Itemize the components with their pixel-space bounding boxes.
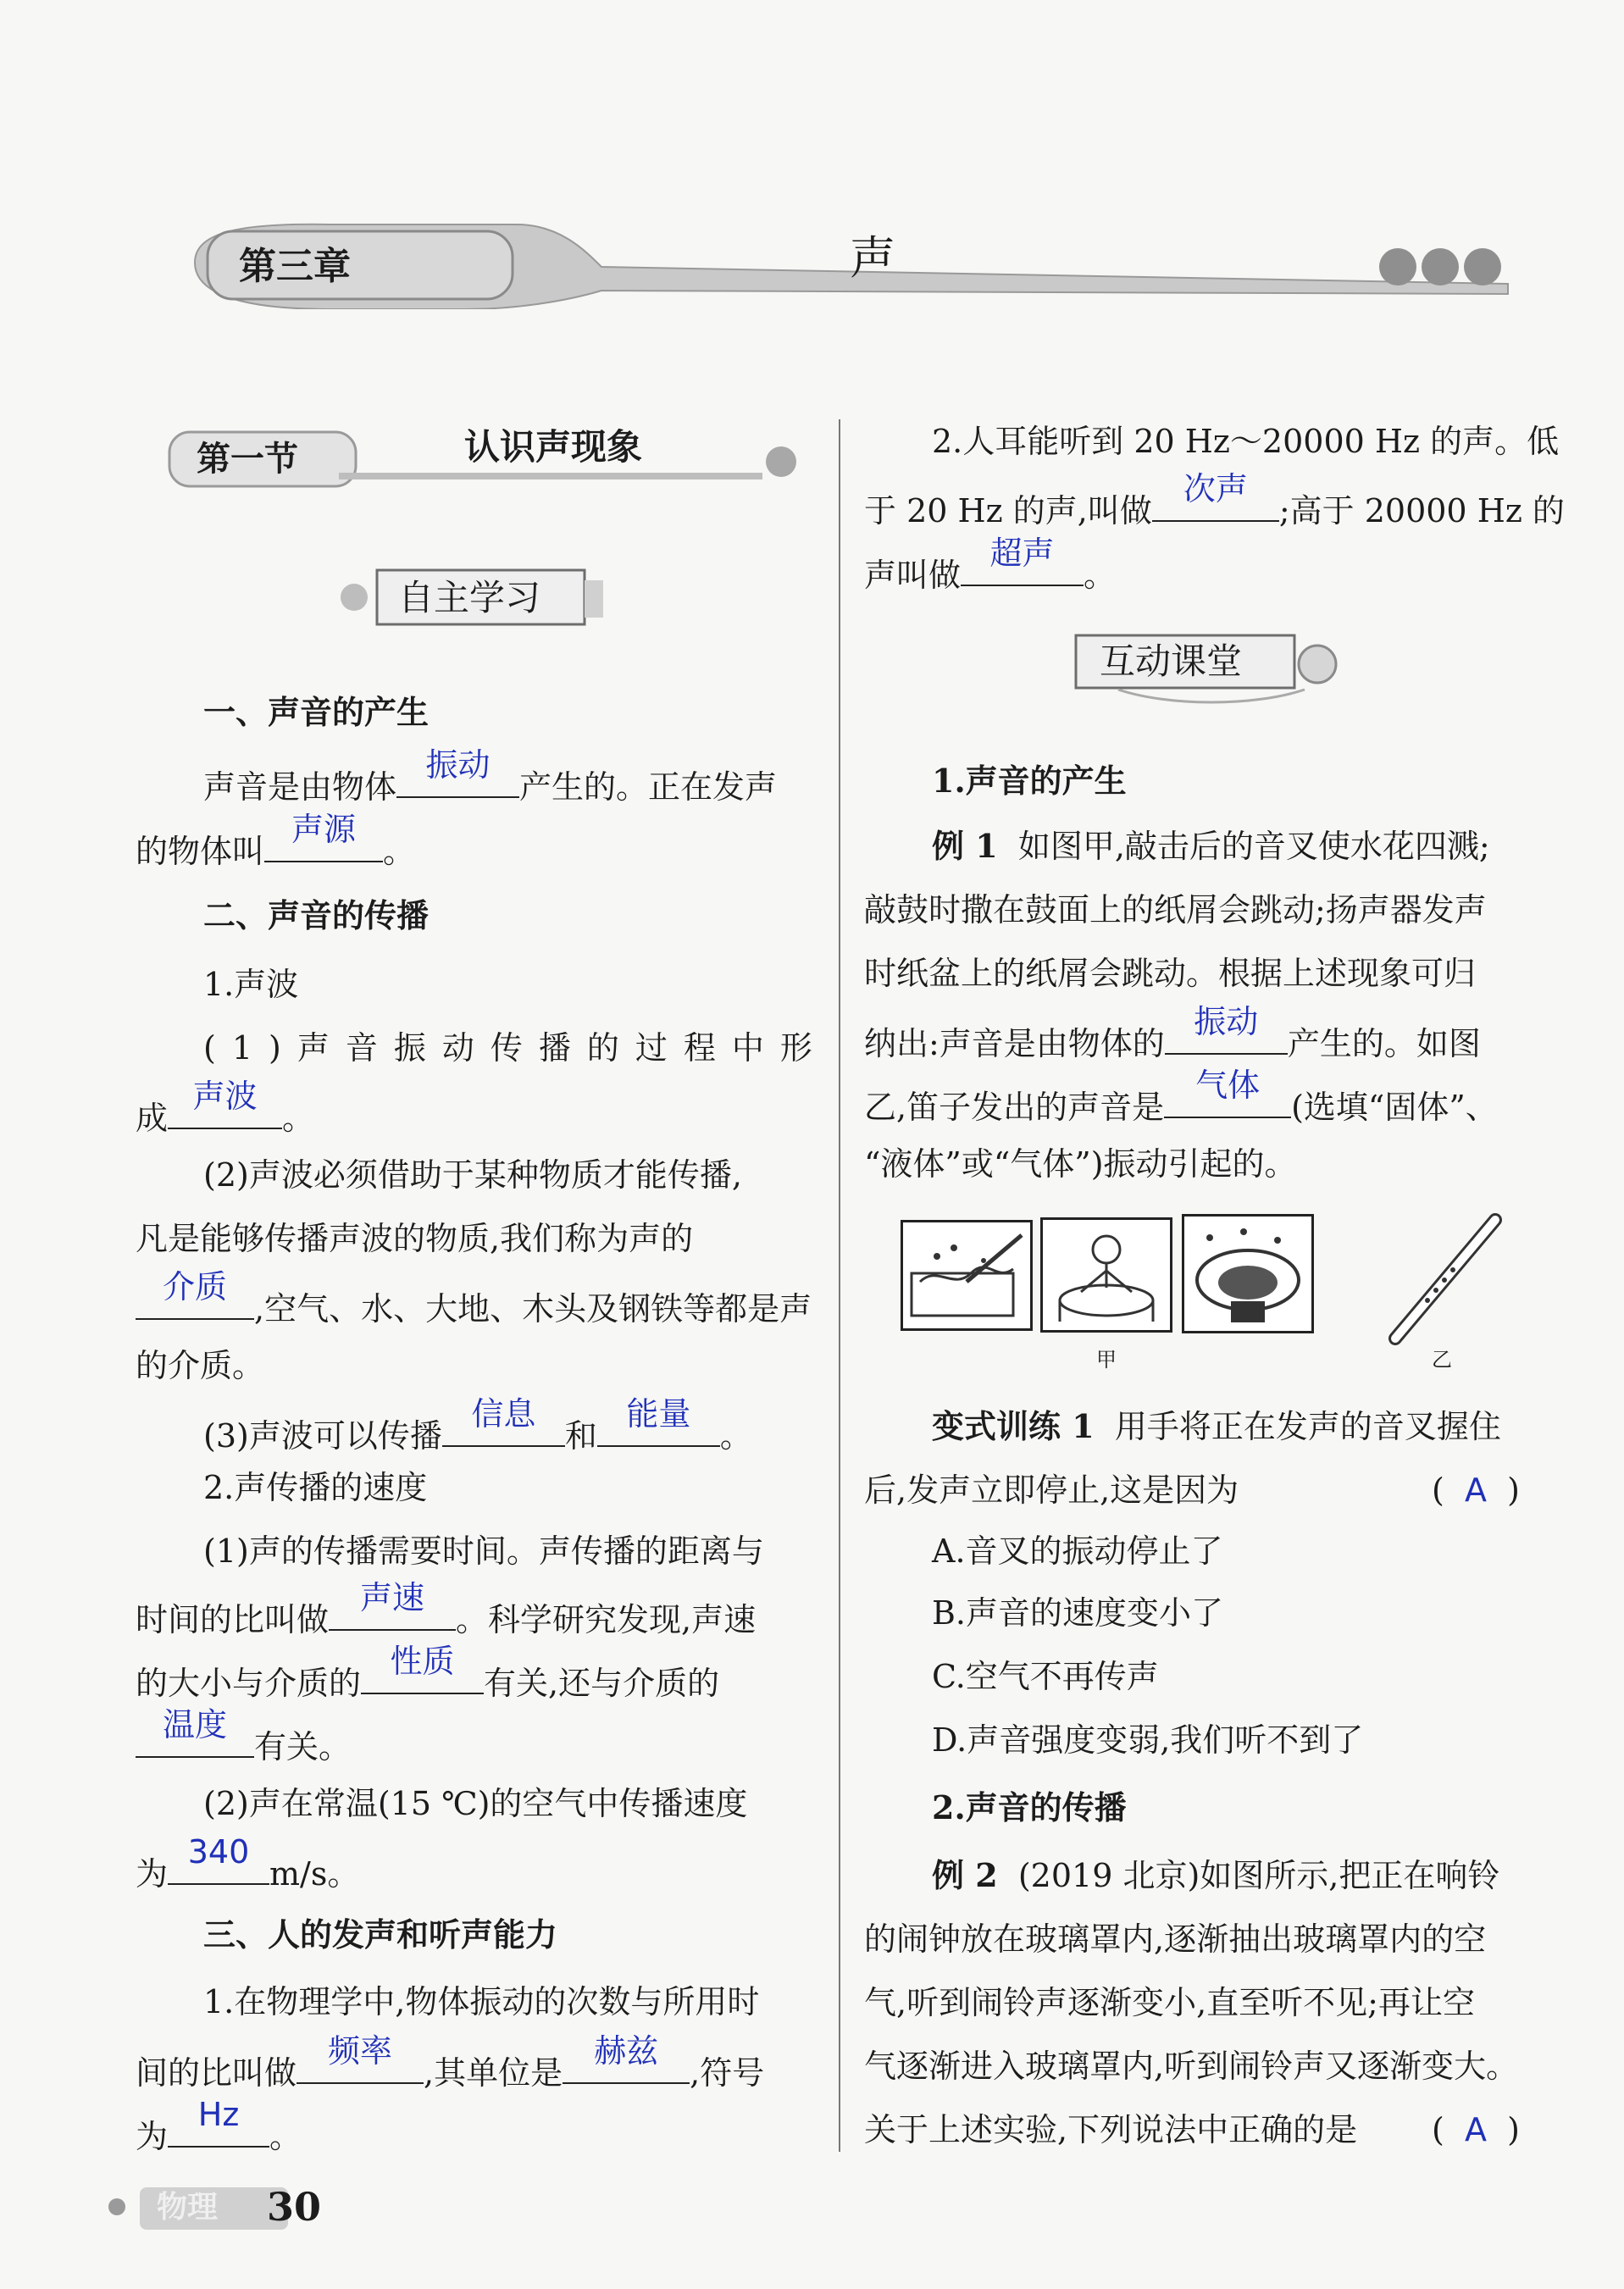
answer-text: A — [1465, 1472, 1487, 1509]
subheading-sound-wave: 1.声波 — [203, 966, 299, 1003]
text-fragment: ( — [1432, 1472, 1444, 1509]
paragraph-line — [136, 1579, 757, 1638]
variant-label: 变式训练 1 — [932, 1407, 1095, 1445]
heading-human-hearing: 三、人的发声和听声能力 — [203, 1915, 558, 1954]
heading-sound-production-2: 1.声音的产生 — [932, 762, 1127, 800]
paragraph-line: (2)声在常温(15 ℃)的空气中传播速度 — [203, 1785, 748, 1822]
text-fragment: 乙,笛子发出的声音是 — [864, 1089, 1165, 1126]
example-label: 例 2 — [932, 1856, 998, 1894]
figure-drum-paper — [1040, 1217, 1172, 1333]
paragraph-line — [136, 1833, 360, 1893]
answer-blank — [1164, 1067, 1291, 1118]
text-fragment: 。 — [1084, 557, 1117, 594]
answer-text: 温度 — [162, 1706, 227, 1743]
text-fragment: 。科学研究发现,声速 — [456, 1601, 757, 1638]
paragraph-line — [136, 2032, 765, 2092]
text-fragment: 用手将正在发声的音叉握住 — [1114, 1408, 1501, 1445]
paragraph-line — [136, 1268, 812, 1327]
text-fragment: 的大小与介质的 — [136, 1665, 362, 1702]
paragraph-line: 时纸盆上的纸屑会跳动。根据上述现象可归 — [864, 955, 1477, 992]
paragraph-line — [136, 1706, 352, 1765]
paragraph-line — [136, 1643, 720, 1702]
self-study-banner — [330, 563, 618, 631]
option-b: B.声音的速度变小了 — [932, 1594, 1224, 1632]
answer-text: 介质 — [162, 1268, 227, 1305]
paragraph-line — [203, 746, 778, 806]
figure-label-jia: 甲 — [1096, 1348, 1117, 1372]
answer-text: 声波 — [192, 1078, 258, 1115]
paragraph-line — [136, 2096, 302, 2155]
paragraph-line — [864, 470, 1565, 529]
text-fragment: (选填“固体”、 — [1291, 1089, 1498, 1126]
text-fragment: 的物体叫 — [136, 833, 265, 870]
answer-text: 声速 — [360, 1579, 425, 1616]
text-fragment: ) — [1507, 1472, 1520, 1509]
figure-label-yi: 乙 — [1432, 1348, 1452, 1372]
answer-text: 信息 — [471, 1395, 536, 1433]
answer-blank — [442, 1395, 565, 1447]
speaker-illustration — [1184, 1217, 1311, 1331]
answer-text: 振动 — [1194, 1003, 1259, 1040]
paragraph-line — [932, 1856, 1500, 1894]
paragraph-line: “液体”或“气体”)振动引起的。 — [864, 1145, 1297, 1183]
answer-blank — [1152, 470, 1279, 522]
paragraph-line: 气逐渐进入玻璃罩内,听到闹铃声又逐渐变大。 — [864, 2048, 1519, 2085]
answer-text: 振动 — [425, 746, 491, 784]
answer-blank — [264, 811, 383, 862]
chapter-banner — [161, 216, 1516, 309]
text-fragment: (2019 北京)如图所示,把正在响铃 — [1017, 1857, 1500, 1894]
tuning-fork-illustration — [903, 1222, 1030, 1328]
column-divider — [839, 419, 840, 2152]
answer-text: 声源 — [291, 811, 357, 848]
answer-blank — [597, 1395, 720, 1447]
text-fragment: 于 20 Hz 的声,叫做 — [864, 492, 1152, 529]
drum-illustration — [1043, 1220, 1170, 1330]
text-fragment: ( — [1432, 2111, 1444, 2148]
answer-blank — [168, 1833, 269, 1885]
answer-text: 能量 — [626, 1395, 691, 1433]
answer-blank — [361, 1643, 484, 1694]
paragraph-line: (2)声波必须借助于某种物质才能传播, — [203, 1156, 742, 1194]
interactive-banner-label: 互动课堂 — [1100, 640, 1243, 682]
self-study-banner-label: 自主学习 — [398, 577, 541, 618]
text-fragment: (3)声波可以传播 — [203, 1417, 442, 1455]
heading-sound-production: 一、声音的产生 — [203, 693, 430, 731]
answer-text: 性质 — [390, 1643, 455, 1680]
paragraph-line — [932, 1407, 1501, 1445]
text-fragment: 间的比叫做 — [136, 2054, 297, 2092]
text-fragment: 产生的。正在发声 — [519, 768, 778, 806]
paragraph-line: (1)声的传播需要时间。声传播的距离与 — [203, 1532, 764, 1570]
text-fragment: ,其单位是 — [424, 2054, 563, 2092]
answer-text: 赫兹 — [594, 2032, 659, 2070]
answer-text: A — [1465, 2111, 1487, 2148]
paragraph-line: (1)声音振动传播的过程中形 — [203, 1029, 829, 1067]
text-fragment: 。 — [383, 833, 416, 870]
option-a: A.音叉的振动停止了 — [932, 1532, 1223, 1570]
figure-speaker-paper — [1182, 1214, 1314, 1333]
answer-text: 次声 — [1183, 470, 1248, 507]
answer-blank — [329, 1579, 456, 1631]
interactive-banner — [1067, 629, 1347, 705]
text-fragment: 声音是由物体 — [203, 768, 397, 806]
text-fragment: ) — [1507, 2111, 1520, 2148]
paragraph-line — [203, 1395, 752, 1455]
answer-text: 频率 — [328, 2032, 393, 2070]
text-fragment: ,符号 — [690, 2054, 765, 2092]
paragraph-line — [136, 811, 416, 870]
answer-blank — [396, 746, 519, 798]
option-c: C.空气不再传声 — [932, 1658, 1159, 1695]
text-fragment: m/s。 — [269, 1855, 360, 1893]
answer-bracket — [1432, 1472, 1520, 1509]
text-fragment: 为 — [136, 2118, 169, 2155]
paragraph-line — [864, 1003, 1481, 1062]
paragraph-line: 后,发声立即停止,这是因为 — [864, 1472, 1239, 1509]
answer-text: 超声 — [989, 535, 1055, 572]
answer-text: 340 — [187, 1833, 250, 1871]
paragraph-line — [864, 535, 1117, 594]
answer-blank — [168, 2096, 269, 2148]
paragraph-line: 的闹钟放在玻璃罩内,逐渐抽出玻璃罩内的空 — [864, 1920, 1487, 1958]
paragraph-line — [136, 1078, 315, 1137]
answer-blank — [297, 2032, 424, 2084]
heading-sound-propagation-2: 2.声音的传播 — [932, 1788, 1127, 1826]
answer-text: Hz — [197, 2096, 240, 2133]
example-label: 例 1 — [932, 827, 998, 865]
text-fragment: 。 — [719, 1417, 752, 1455]
section-label: 第一节 — [197, 440, 298, 479]
page-number: 30 — [267, 2184, 322, 2230]
footer-subject: 物理 — [157, 2190, 219, 2225]
text-fragment: 成 — [136, 1100, 169, 1137]
text-fragment: 时间的比叫做 — [136, 1601, 330, 1638]
text-fragment: 产生的。如图 — [1287, 1025, 1481, 1062]
text-fragment: 。 — [269, 2118, 302, 2155]
answer-blank — [961, 535, 1084, 586]
chapter-title: 声 — [850, 231, 895, 285]
text-fragment: 。 — [282, 1100, 315, 1137]
answer-blank — [136, 1268, 254, 1320]
answer-blank — [136, 1706, 254, 1758]
answer-blank — [168, 1078, 282, 1129]
paragraph-line — [932, 827, 1490, 865]
chapter-label: 第三章 — [239, 245, 351, 288]
chapter-banner-shape — [161, 216, 1516, 309]
paragraph-line: 1.在物理学中,物体振动的次数与所用时 — [203, 1983, 760, 2020]
text-fragment: 为 — [136, 1855, 169, 1893]
text-fragment: 有关,还与介质的 — [484, 1665, 720, 1702]
text-fragment: 有关。 — [254, 1728, 352, 1765]
paragraph-line: 的介质。 — [136, 1347, 265, 1384]
text-fragment: 如图甲,敲击后的音叉使水花四溅; — [1017, 828, 1490, 865]
answer-text: 气体 — [1195, 1067, 1261, 1104]
subheading-sound-speed: 2.声传播的速度 — [203, 1469, 428, 1506]
section-title: 认识声现象 — [464, 426, 643, 468]
paragraph-line: 凡是能够传播声波的物质,我们称为声的 — [136, 1220, 694, 1257]
footer — [93, 2177, 347, 2236]
option-d: D.声音强度变弱,我们听不到了 — [932, 1721, 1364, 1759]
paragraph-line: 关于上述实验,下列说法中正确的是 — [864, 2111, 1358, 2148]
answer-blank — [1165, 1003, 1288, 1055]
paragraph-line — [864, 1067, 1498, 1126]
text-fragment: ;高于 20000 Hz 的 — [1278, 492, 1565, 529]
heading-sound-propagation: 二、声音的传播 — [203, 896, 430, 934]
text-fragment: 声叫做 — [864, 557, 962, 594]
text-fragment: 和 — [564, 1417, 597, 1455]
flute-figure — [1377, 1211, 1504, 1347]
answer-bracket — [1432, 2111, 1520, 2148]
answer-blank — [563, 2032, 690, 2084]
paragraph-line: 2.人耳能听到 20 Hz～20000 Hz 的声。低 — [932, 423, 1560, 460]
figure-tuning-fork-water — [901, 1220, 1033, 1331]
text-fragment: ,空气、水、大地、木头及钢铁等都是声 — [254, 1290, 812, 1327]
text-fragment: 纳出:声音是由物体的 — [864, 1025, 1165, 1062]
paragraph-line: 敲鼓时撒在鼓面上的纸屑会跳动;扬声器发声 — [864, 891, 1487, 928]
paragraph-line: 气,听到闹铃声逐渐变小,直至听不见;再让空 — [864, 1984, 1475, 2021]
